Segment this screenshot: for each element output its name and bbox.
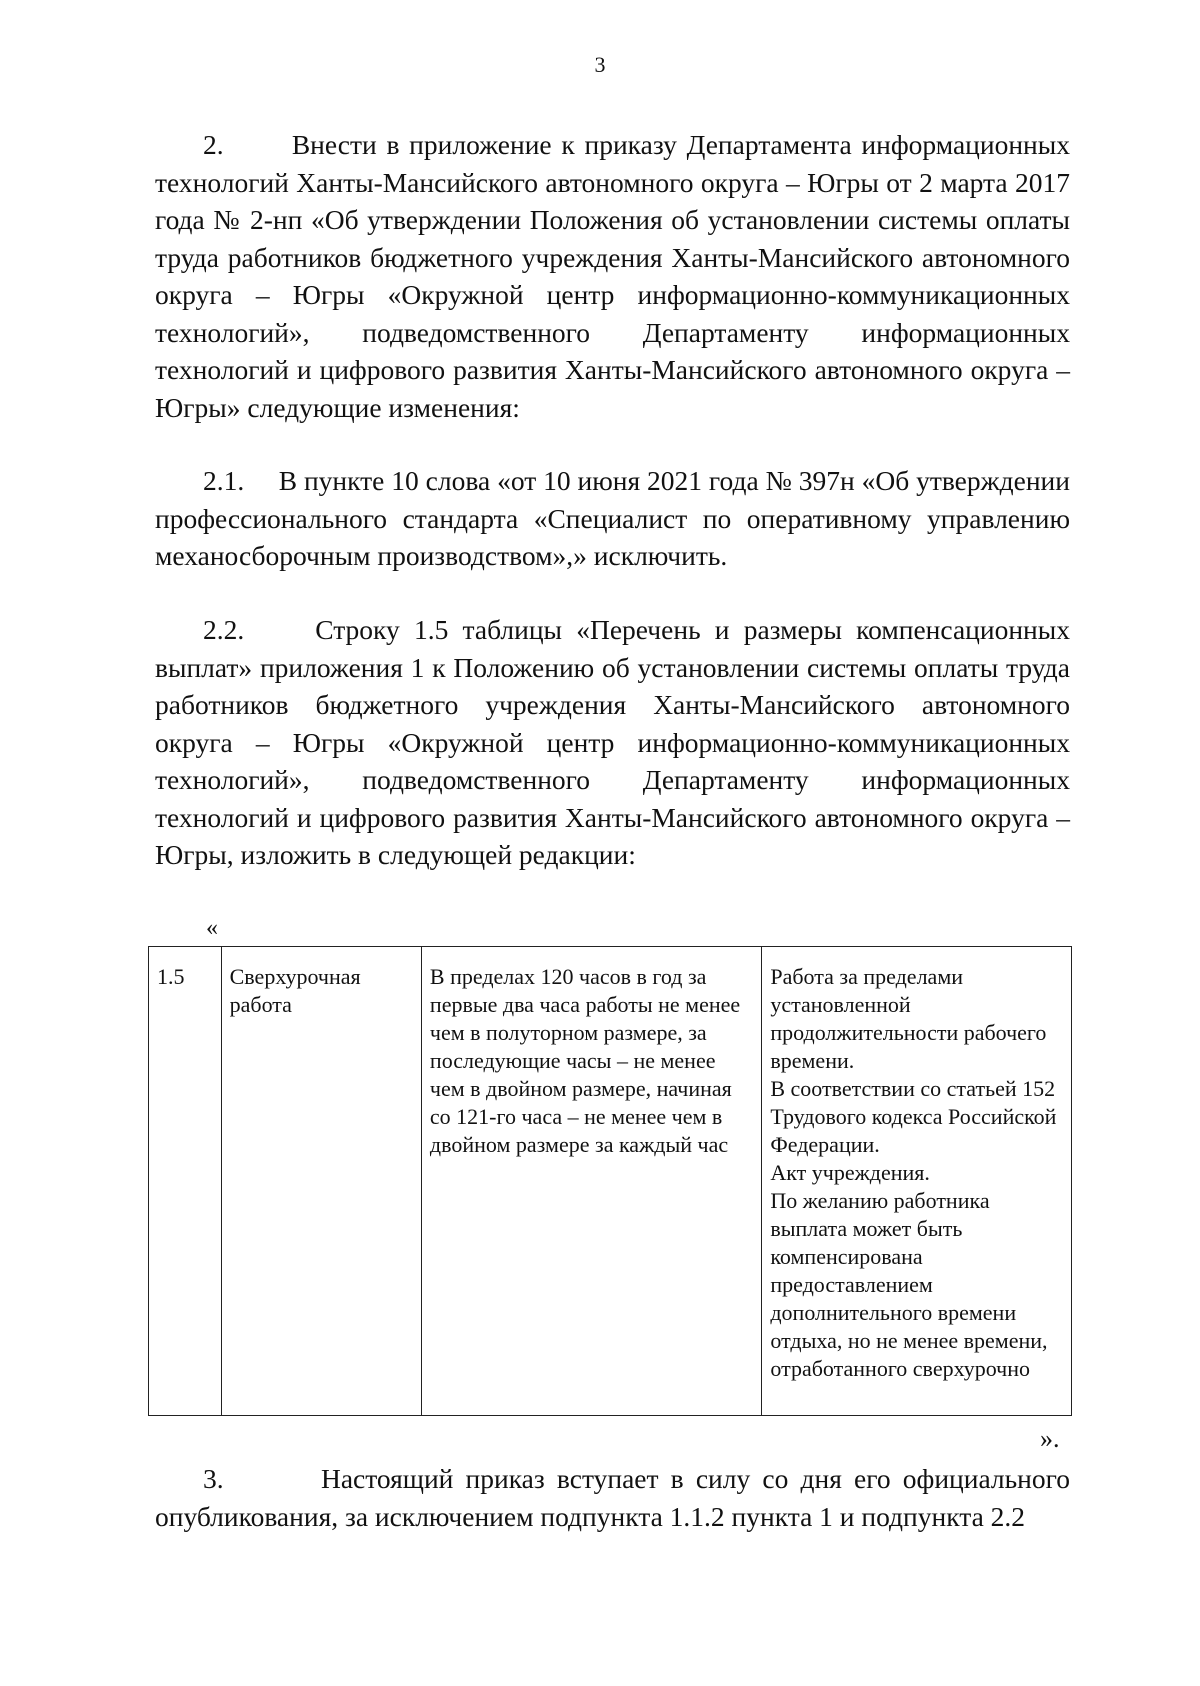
compensation-table [148,946,1072,1416]
page-number: 3 [594,52,606,77]
paragraph-item-2: 2. Внести в приложение к приказу Департамента информационных технологий Ханты-Мансийского автономного округа – Югры от 2 марта 2017 года № 2-нп «Об утверждении Положения об установлении системы оплаты труда работников бюджетного учреждения Ханты-Мансийского автономного округа – Югры «Окружной центр информационно-коммуникационных технологий», подведомственного Департаменту информационных технологий и цифрового развития Ханты-Мансийского автономного округа – Югры» следующие изменения: [155,129,1070,423]
table-row [149,947,1072,1416]
payment-conditions-cell: Работа за пределами установленной продолжительности рабочего времени. В соответствии со статьей 152 Трудового кодекса Российской Федерации. Акт учреждения. По желанию работника выплата может быть компенсирована предоставлением дополнительного времени отдыха, но не менее времени, отработанного сверхурочно [762,947,1072,1416]
closing-quote: ». [1040,1424,1060,1453]
payment-name-cell: Сверхурочная работа [221,947,421,1416]
payment-amount-cell: В пределах 120 часов в год за первые два часа работы не менее чем в полуторном размере, за последующие часы – не менее чем в двойном размере, начиная со 121-го часа – не менее чем в двойном размере за каждый час [421,947,761,1416]
paragraph-item-2-2: 2.2. Строку 1.5 таблицы «Перечень и размеры компенсационных выплат» приложения 1 к Положению об установлении системы оплаты труда работников бюджетного учреждения Ханты-Мансийского автономного округа – Югры «Окружной центр информационно-коммуникационных технологий», подведомственного Департаменту информационных технологий и цифрового развития Ханты-Мансийского автономного округа – Югры, изложить в следующей редакции: [155,614,1070,870]
paragraph-item-3: 3. Настоящий приказ вступает в силу со дня его официального опубликования, за исключением подпункта 1.1.2 пункта 1 и подпункта 2.2 [155,1463,1070,1532]
opening-quote: « [206,915,218,941]
row-number-cell: 1.5 [149,947,222,1416]
paragraph-item-2-1: 2.1. В пункте 10 слова «от 10 июня 2021 года № 397н «Об утверждении профессионального стандарта «Специалист по оперативному управлению механосборочным производством»,» исключить. [155,465,1070,571]
